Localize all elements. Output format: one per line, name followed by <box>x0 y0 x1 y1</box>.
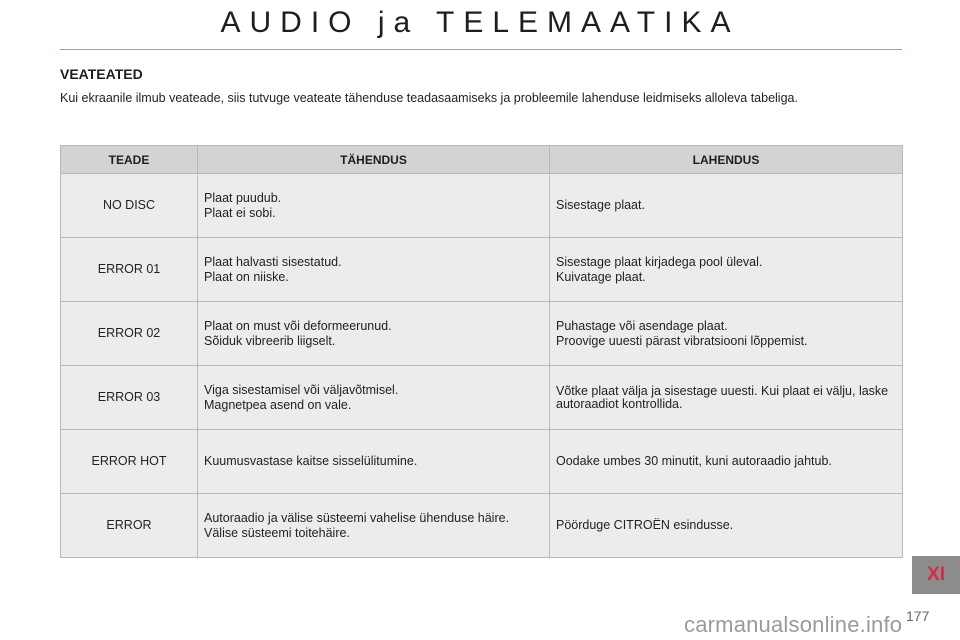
solution-line: Sisestage plaat. <box>556 198 645 212</box>
column-header-meaning: TÄHENDUS <box>198 146 550 174</box>
error-message-cell: NO DISC <box>61 174 198 238</box>
meaning-line: Plaat puudub. <box>204 190 282 205</box>
solution-line: Puhastage või asendage plaat. <box>556 318 728 333</box>
solution-cell <box>550 238 903 302</box>
error-message-cell: ERROR 01 <box>61 238 198 302</box>
meaning-line: Plaat on niiske. <box>204 269 289 284</box>
table-row <box>61 302 903 366</box>
watermark: carmanualsonline.info <box>684 612 903 637</box>
table-header-row <box>61 146 903 174</box>
meaning-line: Plaat ei sobi. <box>204 205 276 220</box>
solution-cell <box>550 174 903 238</box>
solution-line: Oodake umbes 30 minutit, kuni autoraadio jahtub. <box>556 454 832 468</box>
table-row <box>61 238 903 302</box>
error-message-cell: ERROR HOT <box>61 430 198 494</box>
meaning-cell <box>198 174 550 238</box>
solution-cell <box>550 302 903 366</box>
meaning-line: Magnetpea asend on vale. <box>204 397 352 412</box>
section-heading: VEATEATED <box>60 66 143 82</box>
meaning-cell <box>198 494 550 558</box>
error-message-cell: ERROR 03 <box>61 366 198 430</box>
meaning-line: Kuumusvastase kaitse sisselülitumine. <box>204 454 418 468</box>
meaning-line: Sõiduk vibreerib liigselt. <box>204 333 336 348</box>
solution-cell <box>550 430 903 494</box>
solution-line: Kuivatage plaat. <box>556 269 646 284</box>
meaning-cell <box>198 302 550 366</box>
meaning-line: Välise süsteemi toitehäire. <box>204 525 350 540</box>
intro-text: Kui ekraanile ilmub veateade, siis tutvuge veateate tähenduse teadasaamiseks ja probleemile lahenduse leidmiseks alloleva tabeliga. <box>60 91 798 105</box>
column-header-message: TEADE <box>61 146 198 174</box>
page-number: 177 <box>906 608 930 624</box>
meaning-cell <box>198 430 550 494</box>
table-row <box>61 494 903 558</box>
column-header-solution: LAHENDUS <box>550 146 903 174</box>
solution-cell <box>550 494 903 558</box>
solution-line: Pöörduge CITROËN esindusse. <box>556 518 734 532</box>
meaning-line: Viga sisestamisel või väljavõtmisel. <box>204 382 399 397</box>
solution-line: Sisestage plaat kirjadega pool üleval. <box>556 254 763 269</box>
title-divider <box>60 49 902 50</box>
meaning-cell <box>198 238 550 302</box>
error-message-cell: ERROR <box>61 494 198 558</box>
table-row <box>61 430 903 494</box>
table-row <box>61 366 903 430</box>
page-title: AUDIO ja TELEMAATIKA <box>220 6 740 39</box>
error-message-cell: ERROR 02 <box>61 302 198 366</box>
solution-cell <box>550 366 903 430</box>
error-messages-table <box>60 145 903 558</box>
chapter-tab[interactable]: XI <box>912 556 960 594</box>
meaning-cell <box>198 366 550 430</box>
table-row <box>61 174 903 238</box>
meaning-line: Plaat halvasti sisestatud. <box>204 254 342 269</box>
solution-line: Võtke plaat välja ja sisestage uuesti. Kui plaat ei välju, laske autoraadiot kontrollida. <box>556 383 889 411</box>
meaning-line: Autoraadio ja välise süsteemi vahelise ühenduse häire. <box>204 510 510 525</box>
meaning-line: Plaat on must või deformeerunud. <box>204 318 392 333</box>
solution-line: Proovige uuesti pärast vibratsiooni lõppemist. <box>556 333 808 348</box>
